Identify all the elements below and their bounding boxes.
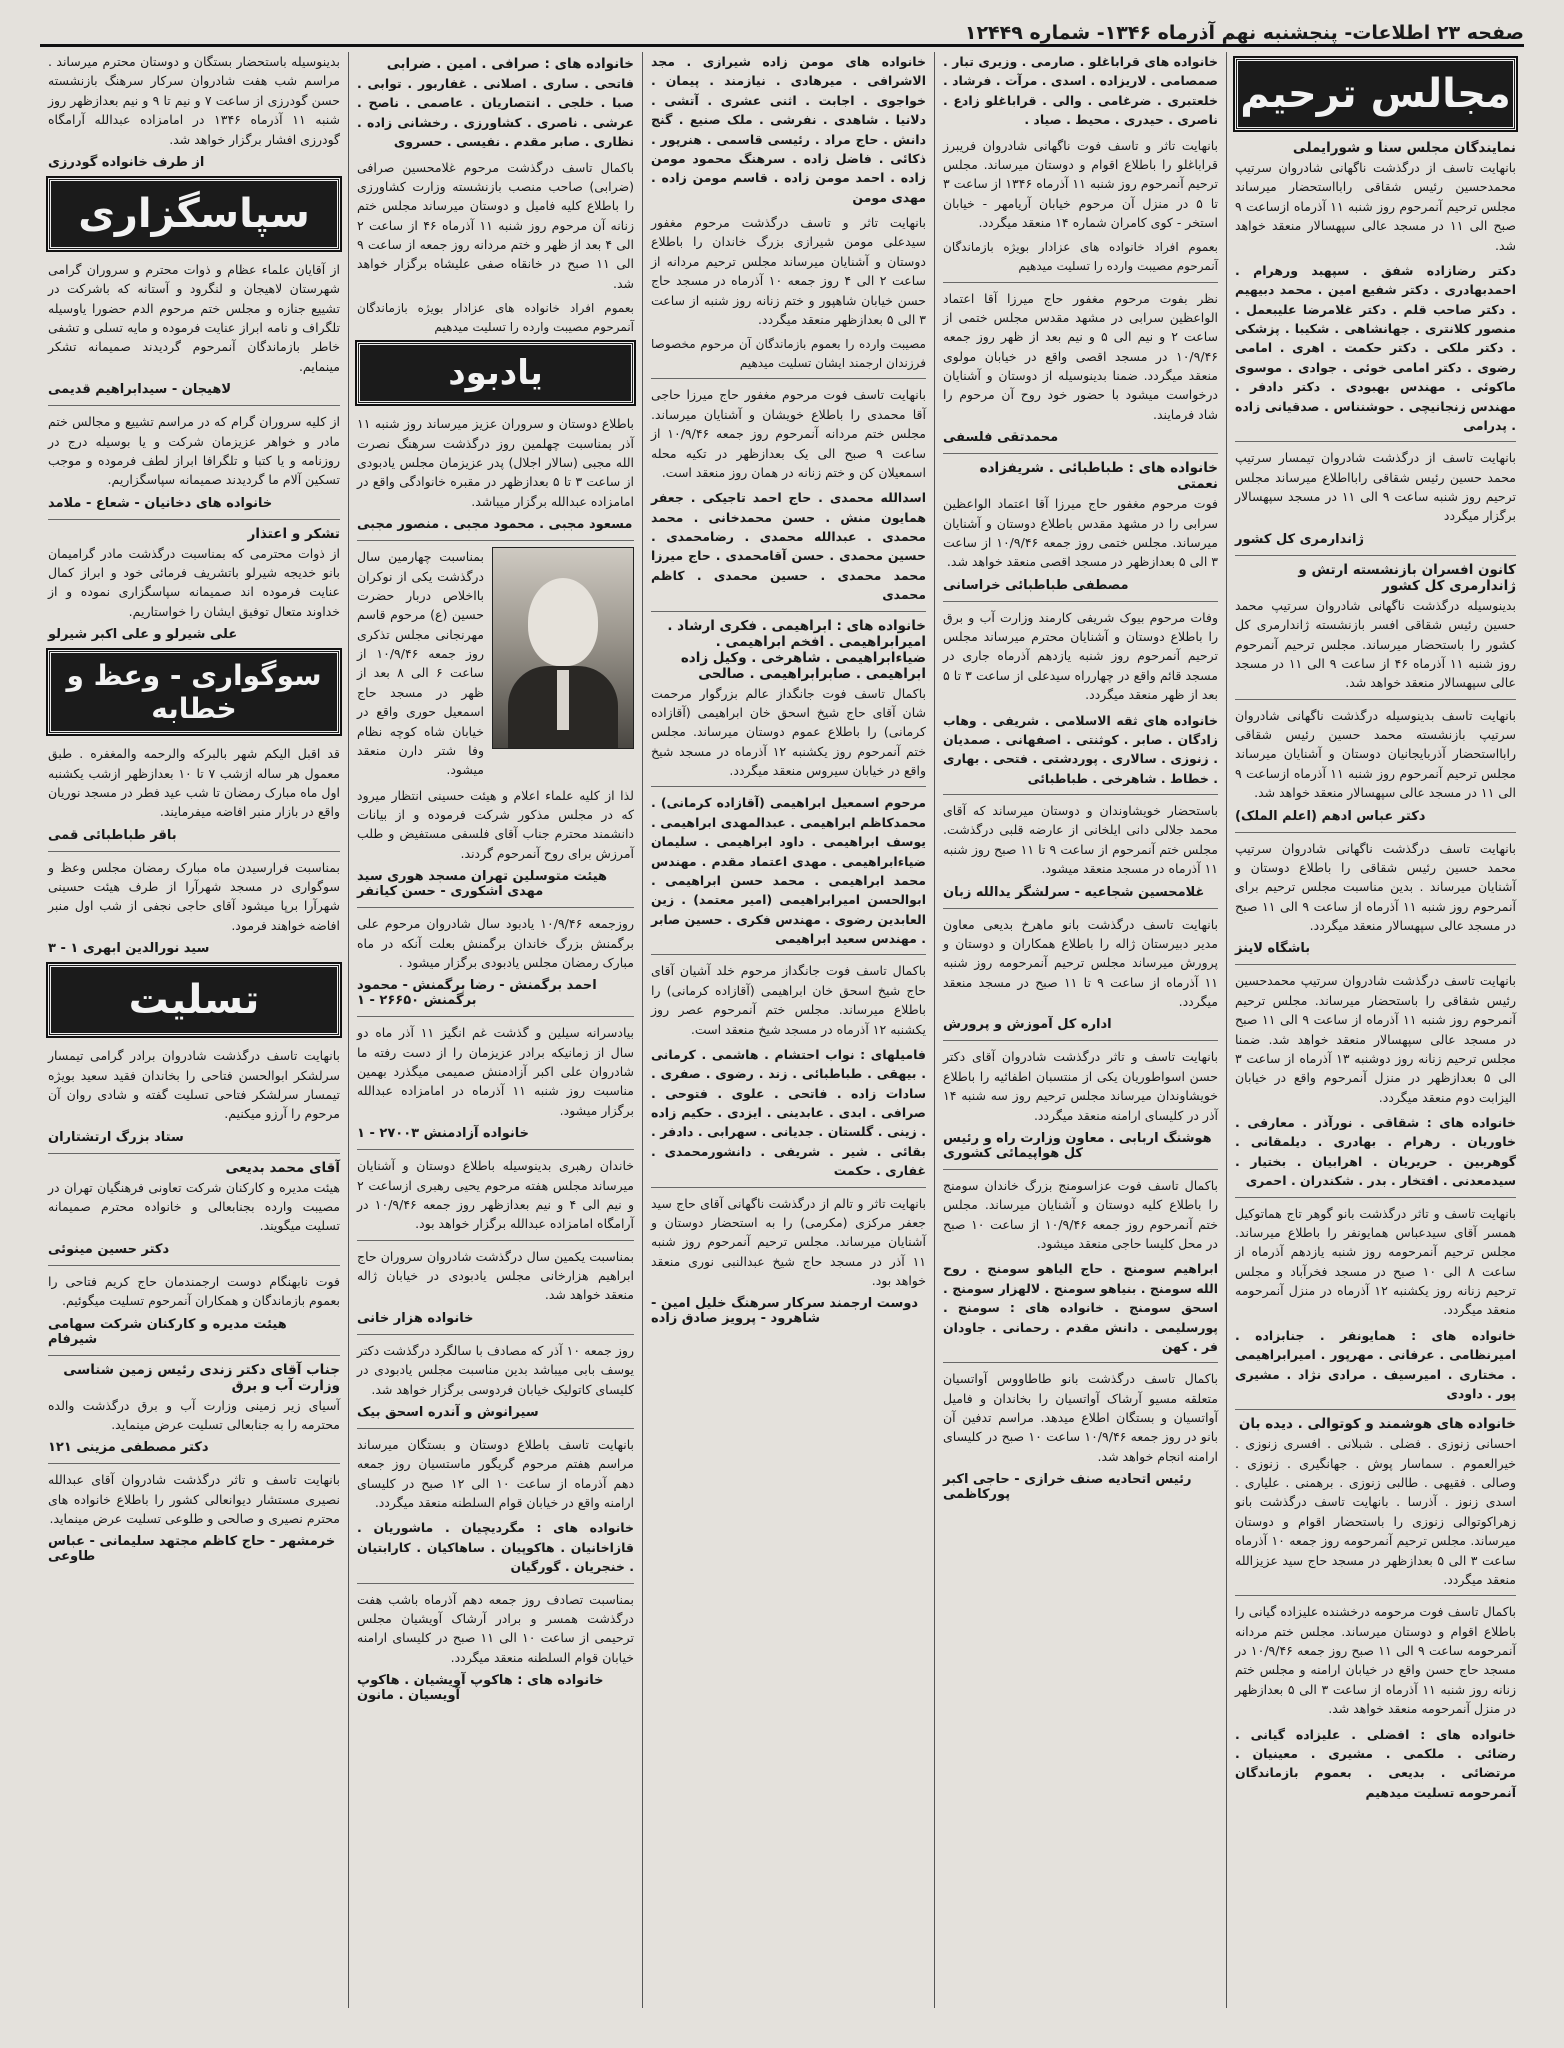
photo-caption: بمناسبت چهارمین سال درگذشت یکی از نوکران بااخلاص دربار حضرت حسین (ع) مرحوم قاسم مهرنجانی مجلس تذکری روز جمعه ۱۰/۹/۴۶ از ساعت ۶ الی ۸ بعد از ظهر در مسجد حاج اسمعیل حوری واقع در خیابان شاه کوچه نظام وفا شتر دارن منعقد میشود. <box>357 549 484 778</box>
notice: بانهایت تاثر و تالم از درگذشت ناگهانی آقای حاج سید جعفر مرکزی (مکرمی) را به استحضار دوستان و آشنایان میرساند. مجلس ترحیم آنمرحوم روز شنبه ۱۱ آذر در مسجد حاج شیخ عبدالنبی نوری منعقد خواهد بود. <box>651 1195 926 1289</box>
notice-signature: دوست ارجمند سرکار سرهنگ خلیل امین - شاهرود - پرویز صادق زاده <box>651 1296 919 1327</box>
divider <box>651 954 926 955</box>
memorial-photo-block <box>357 547 634 780</box>
notice-signature: سید نورالدین ابهری ۱ - ۳ <box>48 941 210 957</box>
divider <box>943 908 1218 909</box>
notice-heading: نمایندگان مجلس سنا و شورایملی <box>1292 140 1516 156</box>
notice-signature: خانواده های دخانیان - شعاع - ملامد <box>48 495 273 511</box>
notice-signature: علی شیرلو و علی اکبر شیرلو <box>48 627 238 643</box>
notice: بمناسبت تصادف روز جمعه دهم آذرماه باشب هفت درگذشت همسر و برادر آرشاک آویشیان مجلس ترحیمی از ساعت ۱۰ الی ۱۱ صبح در کلیسای ارامنه خیابان قوام السلطنه منعقد میگردد. <box>357 1591 634 1665</box>
notice-signature: غلامحسین شجاعیه - سرلشگر یدالله زبان <box>943 884 1205 900</box>
notice: از ذوات محترمی که بمناسبت درگذشت مادر گرامیمان بانو خدیجه شیرلو باتشریف فرمائی خود و ابراز کمال عنایت فرموده اند صمیمانه سپاسگزاری نموده و از خداوند متعال توفیق ایشان را خواستاریم. <box>48 545 340 619</box>
notice-heading: جناب آقای دکتر زندی رئیس زمین شناسی وزارت آب و برق <box>63 1361 340 1394</box>
banner-condolence-gatherings: مجالس ترحیم <box>1235 58 1516 130</box>
notice: بانهایت تاثر و تاسف درگذشت مرحوم مغفور سیدعلی مومن شیرازی بزرگ خاندان را باطلاع دوستان و آشنایان میرساند مجلس ترحیم مردانه از ساعت ۲ الی ۴ روز جمعه ۱۰ آذرماه در مسجد حاج حسن خیابان شاهپور و ختم زنانه روز شنبه از ساعت ۳ الی ۵ بعدازظهر منعقد میگردد. <box>651 215 926 327</box>
notice: لذا از کلیه علماء اعلام و هیئت حسینی انتظار میرود که در مجلس مذکور شرکت فرموده و از بیانات دانشمند محترم جناب آقای فلسفی مستفیض و طلب آمرزش برای روح آنمرحوم گردند. <box>357 787 634 861</box>
divider <box>1235 699 1516 700</box>
notice: بانهایت تاسف بدینوسیله درگذشت ناگهانی شادروان سرتیپ بازنشسته محمد حسین رئیس شقاقی رابااستحضار آذربایجانیان دوستان و آشنایان میرساند مجلس ترحیم آنمرحوم روز شنبه ۱۱ آذرماه ازساعت ۹ الی ۱۱ در مسجد عالی سپهسالار منعقد خواهد شد. <box>1235 707 1516 801</box>
notice-heading: تشکر و اعتذار <box>247 525 340 542</box>
divider <box>48 519 340 520</box>
divider <box>48 1463 340 1464</box>
notice-signature: از طرف خانواده گودرزی <box>48 154 205 170</box>
notice: وفات مرحوم بیوک شریفی کارمند وزارت آب و برق را باطلاع دوستان و آشنایان محترم میرساند مجلس ترحیم آنمرحوم روز شنبه یازدهم آذرماه جاری در مسجد قائم واقع در چهارراه سیدعلی از ساعت ۳ تا ۵ بعد از ظهر منعقد میگردد. <box>943 609 1218 703</box>
notice-heading: خانواده های : صرافی . امین . ضرابی <box>386 56 634 72</box>
notice: روز جمعه ۱۰ آذر که مصادف با سالگرد درگذشت دکتر یوسف بابی میباشد بدین مناسبت مجلس یادبودی در کلیسای کاتولیک خیابان فردوسی برگزار خواهد شد. <box>357 1342 634 1397</box>
notice-signature: مصطفی طباطبائی خراسانی <box>943 577 1129 593</box>
divider <box>48 405 340 406</box>
notice: احسانی زنوزی . فضلی . شبلانی . افسری زنوزی . خیرالعموم . سماسار پوش . جهانگیری . زنوزی . وصالی . فقیهی . طالبی زنوزی . برهمنی . علیاری . اسدی زنوز . آذرسا . بانهایت تاسف درگذشت بانو زهراکوتوالی زنوزی را باستحضار اقوام و دوستان میرساند. مجلس ترحیم آنمرحومه روز جمعه ۱۰ آذرماه ساعت ۳ الی ۵ بعدازظهر در مسجد حاج سید عزیزالله منعقد میگردد. <box>1235 1436 1516 1587</box>
banner-gratitude: سپاسگزاری <box>48 178 340 250</box>
divider <box>48 1153 340 1154</box>
notice-signatures: دکتر رضازاده شفق . سپهبد ورهرام . احمدبهادری . دکتر شفیع امین . محمد دبیهیم . دکتر صاحب قلم . دکتر غلامرضا علیبعمل . منصور کلانتری . جهانشاهی . شکیبا . پزشکی . دکتر ملکی . دکتر حکمت . اهری . امامی رضوی . دکتر امامی خوئی . جوادی . موسوی ماکوئی . مهندس بهبودی . دکتر دادفر . مهندس زنجانیچی . حوشنناس . صدقیانی زاده . پدرامی <box>1235 262 1516 433</box>
divider <box>943 453 1218 454</box>
notice: بانهایت تاسف و تاثر درگذشت بانو گوهر تاج هماتوکیل همسر آقای سیدعباس همایونفر را باطلاع میرساند. مجلس ترحیم آنمرحومه روز شنبه یازدهم آذرماه از ساعت ۸ الی ۱۰ صبح در مسجد فخرآباد و مجلس ترحیم زنانه روز یکشنبه ۱۲ آذرماه در منزل آنمرحومه منعقد میگردد. <box>1235 1205 1516 1318</box>
notice-families: فاتحی . ساری . اصلانی . غفاربور . توابی . صبا . خلجی . انتصاریان . عاصمی . ناصح . عرشی . ناصری . کشاورزی . رخشانی زاده . نظاری . صابر مقدم . نفیسی . حسروی <box>357 76 634 150</box>
divider <box>1235 964 1516 965</box>
divider <box>1235 1409 1516 1410</box>
divider <box>357 540 634 541</box>
portrait-photo <box>492 547 634 749</box>
notice-signature: رئیس اتحادیه صنف خرازی - حاجی اکبر پورکاظمی <box>943 1472 1192 1503</box>
notice-signature: خانواده آزادمنش ۲۷۰۰۳ - ۱ <box>357 1126 530 1142</box>
notice-signature: خانواده هزار خانی <box>357 1310 474 1326</box>
notice: باطلاع دوستان و سروران عزیز میرساند روز شنبه ۱۱ آذر بمناسبت چهلمین روز درگذشت سرهنگ نصرت الله مجبی (سالار اجلال) پدر عزیزمان مجلس یادبودی از ساعت ۳ تا ۵ بعدازظهر در مقبره خانوادگی واقع در امامزاده عبدالله برگزار میباشد. <box>357 416 634 509</box>
notice: باکمال تاسف درگذشت مرحوم غلامحسین صرافی (ضرابی) صاحب منصب بازنشسته وزارت کشاورزی را باطلاع کلیه فامیل و دوستان میرساند مجلس ختم زنانه آن مرحوم روز شنبه ۱۱ آذرماه ۴۶ از ساعت ۲ الی ۴ بعد از ظهر و ختم مردانه روز جمعه از ساعت ۹ الی ۱۱ صبح در خانقاه صفی علیشاه برگزار خواهد شد. <box>357 159 634 291</box>
notice-families: خانواده های مومن زاده شیرازی . مجد الاشرافی . میرهادی . نیازمند . پیمان . خواجوی . اجابت . اثنی عشری . آتشی . دلانیا . شاهدی . نفرشی . ملک صنیع . گنج دانش . حاج مراد . رئیسی قاسمی . هنرپور . ذکائی . فاضل زاده . سرهنگ محمود مومن زاده . احمد مومن زاده . قاسم مومن زاده . مهدی مومن <box>651 54 926 205</box>
notice-signatures: خانواده های : همایونفر . جنابزاده . امیرنظامی . عرفانی . مهرپور . امیرابراهیمی . مختاری . امیرسیف . مرادی نژاد . مشیری پور . داودی <box>1235 1327 1516 1401</box>
divider <box>357 1334 634 1335</box>
notice-signature: دکتر حسین مینوئی <box>48 1241 170 1257</box>
notice: بانهایت تاسف و تاثر درگذشت شادروان آقای عبدالله نصیری مستشار دیوانعالی کشور را باطلاع خانواده های محترم نصیری و صالحی و طلوعی تسلیت عرض مینماید. <box>48 1472 340 1526</box>
notice: بانهایت تاسف درگذشت بانو ماهرخ بدیعی معاون مدیر دبیرستان ژاله را باطلاع همکاران و دوستان و پرورش میرساند مجلس ترحیم آنمرحومه روز شنبه ۱۱ آذرماه از ساعت ۹ تا ۱۱ صبح در مسجد منعقد میگردد. <box>943 916 1218 1010</box>
notice: باکمال تاسف فوت مرحومه درخشنده علیزاده گیانی را باطلاع اقوام و دوستان میرساند. مجلس ختم مردانه آنمرحومه ساعت ۹ الی ۱۱ صبح روز جمعه ۱۰/۹/۴۶ در مسجد حاج حسن واقع در خیابان ارامنه و مجلس ختم زنانه روز شنبه ۱۱ آذرماه از ساعت ۳ الی ۵ بعدازظهر در منزل آنمرحومه منعقد خواهد شد. <box>1235 1604 1516 1717</box>
divider <box>1235 1595 1516 1596</box>
notice-heading: خانواده های : ابراهیمی . فکری ارشاد . امیرابراهیمی . افخم ابراهیمی . ضیاءابراهیمی . شاهرخی . وکیل زاده ابراهیمی . صابرابراهیمی . صالحی <box>667 617 926 682</box>
notice: باکمال تاسف فوت جانگداز مرحوم خلد آشیان آقای حاج شیخ اسحق خان ابراهیمی (آقازاده کرمانی) را باطلاع میرساند. مجلس ختم آنمرحوم عصر روز یکشنبه ۱۲ آذرماه در مسجد شیخ منعقد است. <box>651 963 926 1037</box>
notice-signature: مصیبت وارده را بعموم بازماندگان آن مرحوم مخصوصا فرزندان ارجمند ایشان تسلیت میدهیم <box>651 337 926 370</box>
divider <box>651 378 926 379</box>
notice-signature: اداره کل آموزش و پرورش <box>943 1017 1112 1033</box>
divider <box>48 1265 340 1266</box>
column-3 <box>642 52 934 2008</box>
notice-signature: هوشنگ اربابی . معاون وزارت راه و رئیس کل هواپیمائی کشوری <box>943 1130 1212 1161</box>
column-1 <box>1226 52 1524 2008</box>
column-4 <box>348 52 642 2008</box>
notice-signature: مسعود مجبی . محمود مجبی . منصور مجبی <box>357 517 633 533</box>
notice: بمناسبت یکمین سال درگذشت شادروان سروران حاج ابراهیم هزارخانی مجلس یادبودی در خیابان ژاله منعقد خواهد شد. <box>357 1248 634 1303</box>
notice-signature: سیرانوش و آندره اسحق بیک <box>357 1404 539 1420</box>
divider <box>48 1355 340 1356</box>
divider <box>357 907 634 908</box>
notice: بانهایت تاسف از درگذشت ناگهانی شادروان سرتیپ محمدحسین رئیس شقاقی رابااستحضار میرساند مجلس ترحیم آنمرحوم روز شنبه ۱۱ آذرماه ازساعت ۹ صبح الی ۱۱ در مسجد عالی سپهسالار منعقد خواهد شد. <box>1235 160 1516 253</box>
notice: فوت مرحوم مغفور حاج میرزا آقا اعتماد الواعظین سرابی را در مشهد مقدس باطلاع دوستان و آشنایان میرساند. مجلس ختمی روز جمعه ۱۰/۹/۴۶ از ساعت ۳ الی ۵ بعدازظهر در مسجد اقصی منعقد خواهد شد. <box>943 496 1218 570</box>
divider <box>357 1428 634 1429</box>
divider <box>357 1016 634 1017</box>
notice-signature: دکتر عباس ادهم (اعلم الملک) <box>1235 808 1426 824</box>
divider <box>48 851 340 852</box>
notice-signature: بعموم افراد خانواده های عزادار بویژه بازماندگان آنمرحوم مصیبت وارده را تسلیت میدهیم <box>943 240 1218 273</box>
notice-signature: خرمشهر - حاج کاظم مجتهد سلیمانی - عباس طاوعی <box>48 1534 336 1565</box>
notice-heading: آقای محمد بدیعی <box>225 1159 340 1176</box>
notice: بانهایت تاسف فوت مرحوم مغفور حاج میرزا حاجی آقا محمدی را باطلاع خویشان و آشنایان میرساند. مجلس ختم مردانه آنمرحوم روز جمعه ۱۰/۹/۴۶ از ساعت ۹ صبح الی یک بعدازظهر در تکیه محله اسمعیلان کن و ختم زنانه در همان روز منعقد است. <box>651 387 927 480</box>
notice-heading: خانواده های : طباطبائی . شریفزاده نعمتی <box>979 460 1218 493</box>
notice: بدینوسیله باستحضار بستگان و دوستان محترم میرساند . مراسم شب هفت شادروان سرکار سرهنگ بازنشسته حسن گودرزی از ساعت ۷ و نیم تا ۹ و نیم بعدازظهر روز شنبه ۱۱ آذرماه ۱۳۴۶ در امامزاده عبدالله آرامگاه گودرزی افشار برگزار خواهد شد. <box>48 54 340 147</box>
notice: فوت نابهنگام دوست ارجمندمان حاج کریم فتاحی را بعموم بازماندگان و همکاران آنمرحوم تسلیت میگوئیم. <box>48 1273 340 1309</box>
notice-signature: دکتر مصطفی مزینی ۱۲۱ <box>48 1440 209 1456</box>
notice-signature: احمد برگمنش - رضا برگمنش - محمود برگمنش ۲۶۶۵۰ - ۱ <box>357 978 597 1009</box>
notice-signatures: ابراهیم سومنج . حاج الیاهو سومنج . روح الله سومنج . بنیاهو سومنج . لالهزار سومنج . اسحق سومنج . خانواده های : سومنج . پورسلیمی . دانش مقدم . رحمانی . جاودان فر . کهن <box>943 1261 1218 1354</box>
notice: آسیای زیر زمینی وزارت آب و برق درگذشت والده محترمه را به جنابعالی تسلیت عرض مینماید. <box>48 1397 340 1432</box>
notice-signatures: فامیلهای : نواب احتشام . هاشمی . کرمانی . بیهقی . طباطبائی . زند . رضوی . صفری . سادات زاده . فاتحی . علوی . فتوحی . صرافی . ابدی . عابدینی . ایزدی . حکیم زاده . زینی . گلستان . جدیانی . سهرابی . دادفر . بقائی . شیر . شریفی . دانشورمحمدی . غفاری . حکمت <box>651 1046 926 1179</box>
notice: باکمال تاسف درگذشت بانو طاطاووس آواتسیان متعلقه مسیو آرشاک آواتسیان را بخاندان و فامیل آواتسیان و بستگان اطلاع میدهد. مراسم تدفین آن بانو در روز جمعه ۱۰/۹/۴۶ ساعت ۱۰ صبح در کلیسای ارامنه انجام خواهد شد. <box>943 1371 1218 1464</box>
notice: بانهایت تاسف درگذشت ناگهانی شادروان سرتیپ محمد حسین رئیس شقاقی را باطلاع دوستان و آشنایان میرساند . بدین مناسبت مجلس ترحیم برای آنمرحوم روز شنبه ۱۱ آذرماه از ساعت ۹ الی ۱۱ صبح در مسجد عالی سپهسالار منعقد میگردد. <box>1235 840 1516 933</box>
divider <box>943 282 1218 283</box>
divider <box>943 601 1218 602</box>
notice: بانهایت تاسف و تاثر درگذشت شادروان آقای دکتر حسن اسواطوریان یکی از منتسبان اطفائیه را باطلاع خویشاوندان میرساند مجلس ترحیم روز سه شنبه ۱۴ آذر در کلیسای ارامنه منعقد میگردد. <box>943 1049 1218 1123</box>
notice-signature: لاهیجان - سیدابراهیم قدیمی <box>48 382 232 398</box>
notice: روزجمعه ۱۰/۹/۴۶ یادبود سال شادروان مرحوم علی برگمنش بزرگ خاندان برگمنش بعلت آنکه در ماه مبارک رمضان مجلس یادبودی برگزار میشود . <box>357 916 634 970</box>
notice-signatures: خانواده های : افضلی . علیزاده گیانی . رضائی . ملکمی . مشیری . معینیان . مرتضائی . بدیعی . بعموم بازماندگان آنمرحومه تسلیت میدهیم <box>1235 1726 1516 1800</box>
banner-memorial: یادبود <box>357 342 634 404</box>
column-5 <box>40 52 348 2008</box>
portrait-tie <box>557 670 569 730</box>
masthead-text: صفحه ۲۳ اطلاعات- پنجشنبه نهم آذرماه ۱۳۴۶- شماره ۱۲۴۴۹ <box>964 22 1524 44</box>
divider <box>651 1187 926 1188</box>
notice: از آقایان علماء عظام و ذوات محترم و سروران گرامی شهرستان لاهیجان و لنگرود و آستانه که باشرکت در تشییع جنازه و مجلس ختم مرحوم الدم حضورا یاوسیله تلگراف و نامه ابراز عنایت فرموده و مایه تسلی و تشفی خاطر بازماندگان آنمرحوم گردیدند صمیمانه تشکر مینمایم. <box>48 261 340 374</box>
notice: بمناسبت فرارسیدن ماه مبارک رمضان مجلس وعظ و سوگواری در مسجد شهرآرا از طرف هیئت حسینی شهرآرا برپا میشود آقای حاجی نجفی از شب اول منبر افاضه خواهند فرمود. <box>48 859 340 933</box>
notice: هیئت مدیره و کارکنان شرکت تعاونی فرهنگیان تهران در مصیبت وارده بجنابعالی و خانواده محترم صمیمانه تسلیت میگویند. <box>48 1179 340 1234</box>
notice: باستحضار خویشاوندان و دوستان میرساند که آقای محمد جلالی دانی ایلخانی از عارضه قلبی درگذشت. مجلس ختم آنمرحوم از ساعت ۹ تا ۱۱ صبح روز شنبه ۱۱ آذرماه در مسجد منعقد میشود. <box>943 803 1218 877</box>
column-2 <box>934 52 1226 2008</box>
divider <box>943 1040 1218 1041</box>
banner-mourning-sermon: سوگواری - وعظ و خطابه <box>48 650 340 734</box>
notice-signature: ژاندارمری کل کشور <box>1235 531 1364 547</box>
notice-signatures: خانواده های : شقاقی . نورآذر . معارفی . خاوریان . رهرام . بهادری . دیلمقانی . گوهربین . حریریان . اهرابیان . بختیار . سیدمعدنی . افتخار . بدر . شکندران . احمری <box>1235 1115 1516 1189</box>
portrait-head <box>528 578 598 666</box>
notice: بانهایت تاسف از درگذشت شادروان تیمسار سرتیپ محمد حسین رئیس شقاقی رابااطلاع میرساند مجلس ترحیم روز شنبه ساعت ۹ الی ۱۱ در مسجد سپهسالار برگزار میگردد <box>1235 450 1516 524</box>
notice-signature: هیئت مدیره و کارکنان شرکت سهامی شیرفام <box>48 1316 287 1347</box>
masthead <box>40 14 1524 47</box>
notice-signatures: خانواده های ثقه الاسلامی . شریفی . وهاب زادگان . صابر . کوثنتی . اصفهانی . صمدیان . زنوزی . سالاری . پوردشتی . فتحی . بهاری . خطاط . شاهرخی . طباطبائی <box>943 712 1218 786</box>
notice-signatures: مرحوم اسمعیل ابراهیمی (آقازاده کرمانی) . محمدکاظم ابراهیمی . عبدالمهدی ابراهیمی . یوسف ابراهیمی . داود ابراهیمی . سلیمان ضیاءابراهیمی . مهدی اعتماد مقدم . مهندس محمد ابراهیمی . محمد حسن ابراهیمی . ابوالحسن امیرابراهیمی (امیر معتمد) . زین العابدین رضوی . مهندس فکری . حسین صابر . مهندس سعید ابراهیمی <box>651 795 926 947</box>
divider <box>943 1362 1218 1363</box>
notice: باکمال تاسف فوت جانگداز عالم بزرگوار مرحمت شان آقای حاج شیخ اسحق خان ابراهیمی (آقازاده کرمانی) را باطلاع عموم دوستان میرساند. مجلس ختم آنمرحوم روز یکشنبه ۱۲ آذرماه در مسجد شیخ واقع در خیابان سیروس منعقد میگردد. <box>651 685 926 779</box>
notice: بانهایت تاثر و تاسف فوت ناگهانی شادروان فریبرز قراباغلو را باطلاع اقوام و دوستان میرساند. مجلس ترحیم آنمرحوم روز شنبه ۱۱ آذرماه ۱۳۴۶ از ساعت ۳ تا ۵ در منزل آن مرحوم خیابان آریامهر - خیابان استخر - کوی کامران شماره ۱۴ منعقد میگردد. <box>943 137 1219 230</box>
notice-families: خانواده های قراباغلو . صارمی . وزیری تبار . صمصامی . لاریزاده . اسدی . مرآت . فرشاد . خلعتبری . ضرغامی . والی . قراباغلو زادع . ناصری . حیدری . محیط . صیاد . <box>943 54 1218 128</box>
divider <box>651 786 926 787</box>
divider <box>651 611 926 612</box>
notice-signature: هیئت متوسلین تهران مسجد هوری سید مهدی اشکوری - حسن کیانفر <box>357 869 608 900</box>
notice: بانهایت تاسف درگذشت شادروان برادر گرامی تیمسار سرلشکر ابوالحسن فتاحی را بخاندان فقید سعید بویژه تیمسار سرلشکر فتاحی تسلیت گفته و شادی روان آن مرحوم را آرزو میکنیم. <box>48 1048 340 1122</box>
divider <box>1235 832 1516 833</box>
divider <box>1235 441 1516 442</box>
divider <box>1235 555 1516 556</box>
notice-signature: بعموم افراد خانواده های عزادار بویژه بازماندگان آنمرحوم مصیبت وارده را تسلیت میدهیم <box>357 301 634 334</box>
notice-signature: باقر طباطبائی قمی <box>48 827 177 843</box>
notice-signature: خانواده های : هاکوپ آویشیان . هاکوپ آویسیان . مانون <box>357 1673 604 1704</box>
divider <box>943 794 1218 795</box>
notice: خاندان رهبری بدینوسیله باطلاع دوستان و آشنایان میرساند مجلس هفته مرحوم یحیی رهبری ازساعت ۲ و نیم الی ۴ و نیم بعدازظهر روز جمعه ۱۰/۹/۴۶ در آرامگاه امامزاده عبدالله برگزار خواهد بود. <box>357 1158 634 1232</box>
notice-signature: محمدتقی فلسفی <box>943 430 1059 446</box>
notice-signature: ستاد بزرگ ارتشتاران <box>48 1129 184 1145</box>
divider <box>357 1149 634 1150</box>
notice: بانهایت تاسف درگذشت شادروان سرتیپ محمدحسین رئیس شقاقی را باستحضار میرساند. مجلس ترحیم آنمرحوم روز شنبه ۱۱ آذرماه از ساعت ۹ الی ۱۱ صبح در مسجد عالی سپهسالار منعقد خواهد شد. ضمنا مجلس ترحیم زنانه روز دوشنبه ۱۳ آذرماه از ساعت ۳ الی ۵ بعدازظهر در منزل آنمرحوم واقع در خیابان الیزابت دوم منعقد میگردد. <box>1235 973 1516 1105</box>
column-grid <box>40 52 1524 2008</box>
notice-heading: خانواده های هوشمند و کوتوالی . دیده بان <box>1238 1416 1516 1433</box>
notice-signatures: اسدالله محمدی . حاج احمد تاجیکی . جعفر همایون منش . حسن محمدخانی . محمد محمدی . عبدالله محمدی . رضامحمدی . حسین محمدی . حسن آقامحمدی . حاج میرزا محمد محمدی . حسین محمدی . کاظم محمدی <box>651 490 926 603</box>
notice: نظر بفوت مرحوم مغفور حاج میرزا آقا اعتماد الواعظین سرابی در مشهد مقدس مجلس ختمی از ساعت ۲ و نیم الی ۵ و نیم بعد از ظهر روز جمعه ۱۰/۹/۴۶ در مسجد اقصی واقع در خیابان مولوی منعقد میگردد. ضمنا بدینوسیله از دوستان و آشنایان درخواست میشود با حضور خود روح آن مرحوم را شاد فرمایند. <box>943 290 1219 422</box>
divider <box>943 1169 1218 1170</box>
divider <box>357 1583 634 1584</box>
banner-condolences: تسلیت <box>48 964 340 1036</box>
notice: باکمال تاسف فوت عزاسومنج بزرگ خاندان سومنج را باطلاع کلیه دوستان و آشنایان میرساند. مجلس ختم آنمرحوم روز جمعه ۱۰/۹/۴۶ از ساعت ۱۰ صبح در محل کلیسا حاجی منعقد میشود. <box>943 1177 1218 1252</box>
notice: قد اقبل الیکم شهر بالبرکه والرحمه والمغفره . طبق معمول هر ساله ازشب ۷ تا ۱۰ بعدازظهر ازشب یکشنبه اول ماه مبارک رمضان تا شب عید فطر در مسجد نوریان واقع در بازار منبر افاضه میفرمایند. <box>48 746 340 820</box>
notice-signature: باشگاه لاینز <box>1235 941 1311 957</box>
notice-signatures: خانواده های : مگردیچیان . ماشوریان . قازاخانیان . هاکوپیان . ساهاکیان . کارابتیان . خنجریان . گورگیان <box>357 1520 634 1575</box>
notice: بدینوسیله درگذشت ناگهانی شادروان سرتیپ محمد حسین رئیس شقاقی افسر بازنشسته ژاندارمری کل کشور را باستحضار میرساند. مجلس ترحیم آنمرحوم روز شنبه ۱۱ آذرماه ۴۶ از ساعت ۹ الی ۱۱ در مسجد عالی سپهسالار منعقد خواهد شد. <box>1235 597 1516 691</box>
notice: بانهایت تاسف باطلاع دوستان و بستگان میرساند مراسم هفتم مرحوم گریگور ماستسیان روز جمعه دهم آذرماه از ساعت ۱۰ الی ۱۲ صبح در کلیسای ارامنه واقع در خیابان قوام السلطنه منعقد میگردد. <box>357 1436 634 1511</box>
notice: بیادسرانه سیلین و گذشت غم انگیز ۱۱ آذر ماه دو سال از زمانیکه برادر عزیزمان را از دست رفته ما شادروان علی اکبر آزادمنش صمیمی میگذرد بهمین مناسبت روز شنبه ۱۱ آذرماه در امامزاده عبدالله برگزار میشود. <box>357 1025 635 1118</box>
notice: از کلیه سروران گرام که در مراسم تشییع و مجالس ختم مادر و خواهر عزیزمان شرکت و یا بوسیله درج در روزنامه و یا کتبا و تلگرافا ابراز لطف فرموده و موجب تسکین آلام ما گردیدند صمیمانه سپاسگزاریم. <box>48 414 340 488</box>
divider <box>357 1240 634 1241</box>
notice-heading: کانون افسران بازنشسته ارتش و ژاندارمری کل کشور <box>1298 561 1516 594</box>
divider <box>1235 1197 1516 1198</box>
